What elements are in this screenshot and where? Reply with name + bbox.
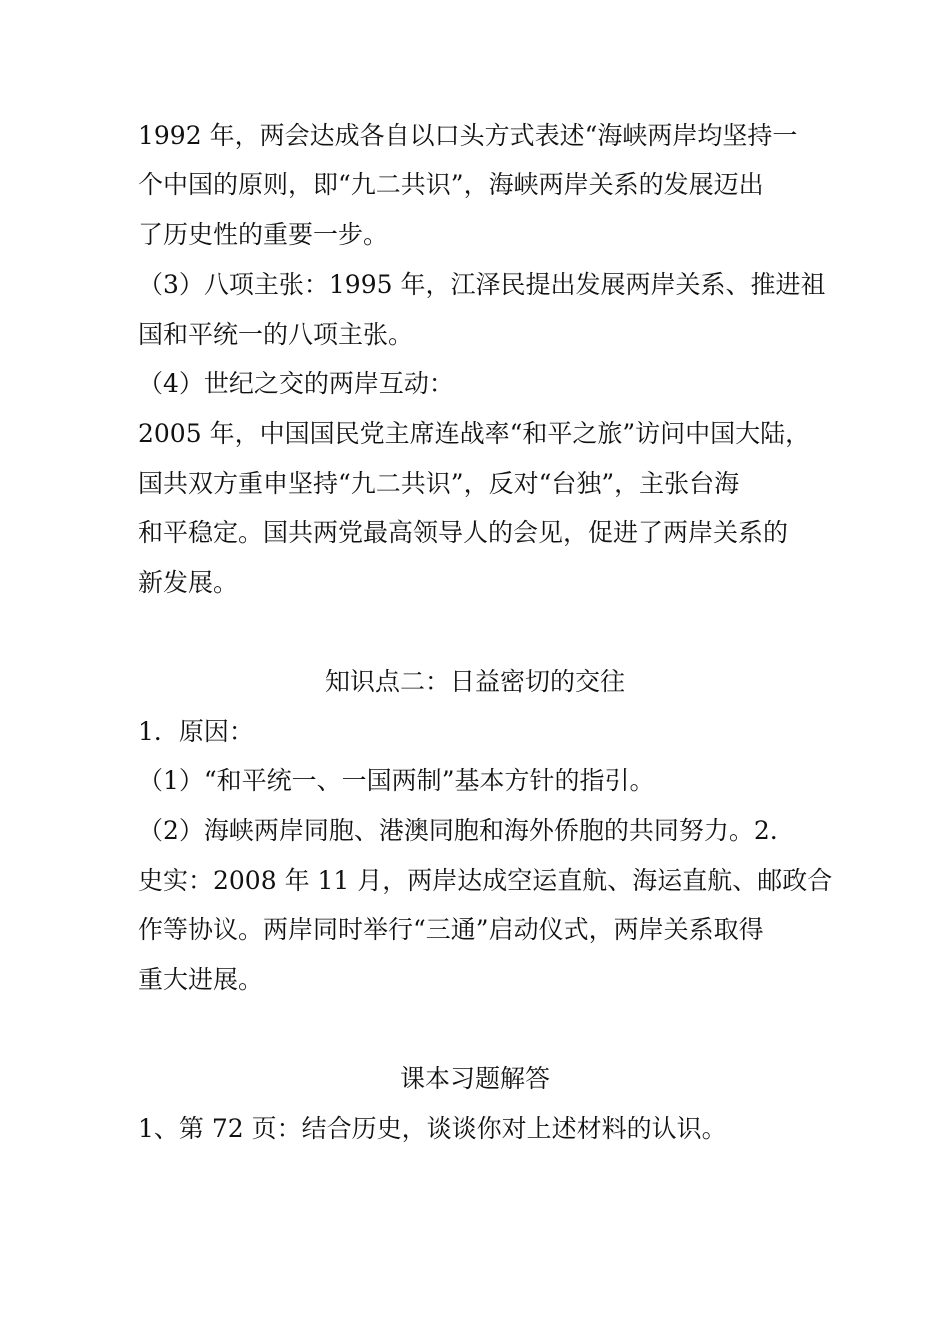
paragraph-line: 了历史性的重要一步。 xyxy=(138,220,389,249)
paragraph-line: 国和平统一的八项主张。 xyxy=(138,320,414,349)
paragraph-line: 国共双方重申坚持“九二共识”，反对“台独”，主张台海 xyxy=(138,469,740,498)
paragraph-line: （1）“和平统一、一国两制”基本方针的指引。 xyxy=(138,766,655,795)
paragraph-line: 1．原因： xyxy=(138,717,254,746)
paragraph-line: 和平稳定。国共两党最高领导人的会见，促进了两岸关系的 xyxy=(138,518,789,547)
paragraph-line: 个中国的原则，即“九二共识”，海峡两岸关系的发展迈出 xyxy=(138,170,764,199)
paragraph-line: （3）八项主张：1995 年，江泽民提出发展两岸关系、推进祖 xyxy=(138,270,826,299)
paragraph-line: （4）世纪之交的两岸互动： xyxy=(138,369,454,398)
paragraph-line: 1992 年，两会达成各自以口头方式表述“海峡两岸均坚持一 xyxy=(138,121,798,150)
paragraph-line: （2）海峡两岸同胞、港澳同胞和海外侨胞的共同努力。2． xyxy=(138,816,795,845)
paragraph-line: 1、第 72 页：结合历史，谈谈你对上述材料的认识。 xyxy=(138,1114,727,1143)
paragraph-line: 作等协议。两岸同时举行“三通”启动仪式，两岸关系取得 xyxy=(138,915,764,944)
paragraph-line: 2005 年，中国国民党主席连战率“和平之旅”访问中国大陆， xyxy=(138,419,811,448)
section-heading-knowledge-point-2: 知识点二：日益密切的交往 xyxy=(324,667,625,696)
paragraph-line: 史实：2008 年 11 月，两岸达成空运直航、海运直航、邮政合 xyxy=(138,866,833,895)
paragraph-line: 新发展。 xyxy=(138,568,239,597)
section-heading-textbook-exercises: 课本习题解答 xyxy=(399,1064,550,1093)
paragraph-line: 重大进展。 xyxy=(138,965,264,994)
